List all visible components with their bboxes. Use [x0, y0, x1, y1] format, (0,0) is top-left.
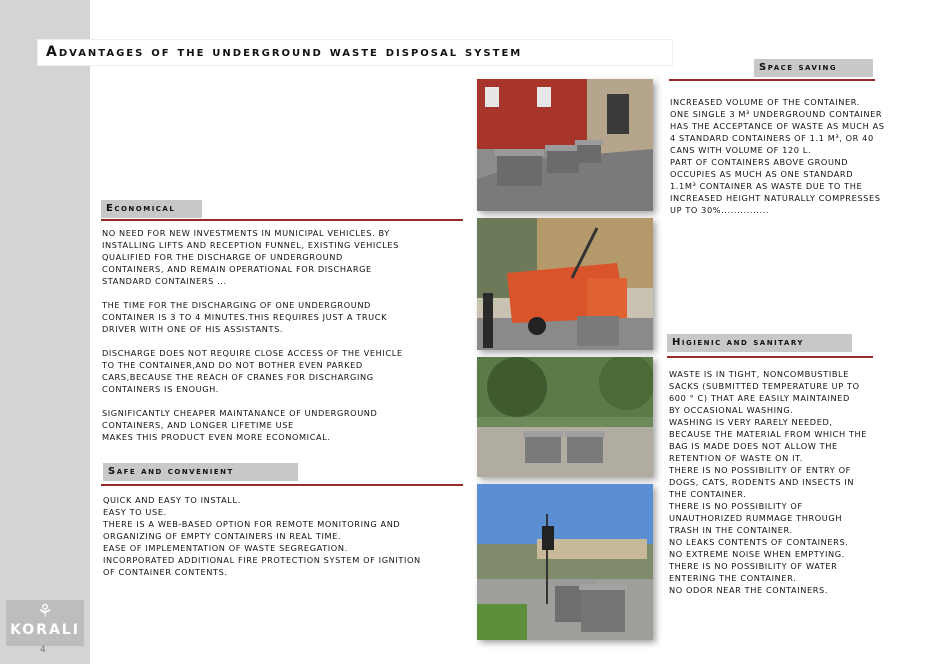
space-saving-rule: [669, 79, 875, 81]
economical-rule: [101, 219, 463, 221]
space-saving-text: [670, 96, 930, 216]
photo-garbage-truck: [477, 218, 653, 350]
space_saving-line: 1.1M³ CONTAINER AS WASTE DUE TO THE: [670, 181, 863, 191]
safe-line: OF CONTAINER CONTENTS.: [103, 567, 228, 577]
safe-line: QUICK AND EASY TO INSTALL.: [103, 495, 241, 505]
economical-text: [102, 227, 464, 443]
hygienic-line: BY OCCASIONAL WASHING.: [669, 405, 794, 415]
hygienic-line: WASTE IS IN TIGHT, NONCOMBUSTIBLE: [669, 369, 849, 379]
logo-mark-icon: ⚘: [36, 601, 54, 622]
economical-line: [102, 335, 464, 347]
space_saving-line: ONE SINGLE 3 M³ UNDERGROUND CONTAINER: [670, 109, 883, 119]
hygienic-text: [669, 368, 931, 596]
economical-line: CONTAINER IS 3 TO 4 MINUTES.THIS REQUIRES JUST A TRUCK: [102, 312, 388, 322]
safe-line: EASE OF IMPLEMENTATION OF WASTE SEGREGATION.: [103, 543, 348, 553]
page-title: Advantages of the underground waste disposal system: [38, 40, 672, 65]
economical-line: THE TIME FOR THE DISCHARGING OF ONE UNDERGROUND: [102, 300, 371, 310]
hygienic-line: NO EXTREME NOISE WHEN EMPTYING.: [669, 549, 845, 559]
hygienic-rule: [667, 356, 873, 358]
hygienic-line: SACKS (SUBMITTED TEMPERATURE UP TO: [669, 381, 860, 391]
safe-text: [103, 494, 465, 578]
space-saving-heading: Space saving: [754, 59, 873, 77]
safe-line: INCORPORATED ADDITIONAL FIRE PROTECTION SYSTEM OF IGNITION: [103, 555, 421, 565]
hygienic-line: WASHING IS VERY RARELY NEEDED,: [669, 417, 833, 427]
space_saving-line: INCREASED HEIGHT NATURALLY COMPRESSES: [670, 193, 881, 203]
hygienic-line: NO LEAKS CONTENTS OF CONTAINERS.: [669, 537, 849, 547]
hygienic-line: ENTERING THE CONTAINER.: [669, 573, 797, 583]
hygienic-line: THE CONTAINER.: [669, 489, 747, 499]
economical-line: TO THE CONTAINER,AND DO NOT BOTHER EVEN PARKED: [102, 360, 363, 370]
economical-line: [102, 287, 464, 299]
hygienic-line: THERE IS NO POSSIBILITY OF ENTRY OF: [669, 465, 851, 475]
economical-line: DRIVER WITH ONE OF HIS ASSISTANTS.: [102, 324, 284, 334]
photo-street-containers: [477, 79, 653, 211]
economical-line: CARS,BECAUSE THE REACH OF CRANES FOR DISCHARGING: [102, 372, 374, 382]
safe-line: EASY TO USE.: [103, 507, 167, 517]
economical-line: [102, 395, 464, 407]
photo-fortress-containers: [477, 484, 653, 640]
space_saving-line: PART OF CONTAINERS ABOVE GROUND: [670, 157, 849, 167]
space_saving-line: CANS WITH VOLUME OF 120 L.: [670, 145, 812, 155]
economical-line: STANDARD CONTAINERS ...: [102, 276, 227, 286]
left-sidebar: [0, 0, 90, 664]
economical-heading: Economical: [101, 200, 202, 218]
hygienic-line: 600 ° C) THAT ARE EASILY MAINTAINED: [669, 393, 850, 403]
economical-line: CONTAINERS IS ENOUGH.: [102, 384, 219, 394]
hygienic-line: THERE IS NO POSSIBILITY OF WATER: [669, 561, 838, 571]
safe-rule: [101, 484, 463, 486]
economical-line: NO NEED FOR NEW INVESTMENTS IN MUNICIPAL VEHICLES. BY: [102, 228, 390, 238]
safe-line: THERE IS A WEB-BASED OPTION FOR REMOTE MONITORING AND: [103, 519, 401, 529]
hygienic-line: BECAUSE THE MATERIAL FROM WHICH THE: [669, 429, 868, 439]
economical-line: DISCHARGE DOES NOT REQUIRE CLOSE ACCESS OF THE VEHICLE: [102, 348, 403, 358]
economical-line: MAKES THIS PRODUCT EVEN MORE ECONOMICAL.: [102, 432, 331, 442]
page-number: 4: [40, 645, 46, 655]
hygienic-line: THERE IS NO POSSIBILITY OF: [669, 501, 803, 511]
hygienic-line: NO ODOR NEAR THE CONTAINERS.: [669, 585, 829, 595]
space_saving-line: 4 STANDARD CONTAINERS OF 1.1 M³, OR 40: [670, 133, 874, 143]
economical-line: SIGNIFICANTLY CHEAPER MAINTANANCE OF UNDERGROUND: [102, 408, 378, 418]
space_saving-line: UP TO 30%...............: [670, 205, 770, 215]
economical-line: CONTAINERS, AND REMAIN OPERATIONAL FOR DISCHARGE: [102, 264, 372, 274]
hygienic-line: UNAUTHORIZED RUMMAGE THROUGH: [669, 513, 843, 523]
hygienic-line: BAG IS MADE DOES NOT ALLOW THE: [669, 441, 838, 451]
safe-heading: Safe and convenient: [103, 463, 298, 481]
economical-line: CONTAINERS, AND LONGER LIFETIME USE: [102, 420, 294, 430]
hygienic-line: DOGS, CATS, RODENTS AND INSECTS IN: [669, 477, 855, 487]
hygienic-line: RETENTION OF WASTE ON IT.: [669, 453, 803, 463]
hygienic-line: TRASH IN THE CONTAINER.: [669, 525, 793, 535]
economical-line: INSTALLING LIFTS AND RECEPTION FUNNEL, EXISTING VEHICLES: [102, 240, 399, 250]
photo-park-containers: [477, 357, 653, 477]
economical-line: QUALIFIED FOR THE DISCHARGE OF UNDERGROUND: [102, 252, 343, 262]
space_saving-line: OCCUPIES AS MUCH AS ONE STANDARD: [670, 169, 854, 179]
hygienic-heading: Higienic and sanitary: [667, 334, 852, 352]
safe-line: ORGANIZING OF EMPTY CONTAINERS IN REAL TIME.: [103, 531, 342, 541]
space_saving-line: HAS THE ACCEPTANCE OF WASTE AS MUCH AS: [670, 121, 885, 131]
space_saving-line: INCREASED VOLUME OF THE CONTAINER.: [670, 97, 860, 107]
logo-name: KORALI: [10, 622, 80, 638]
korali-logo: [6, 600, 84, 646]
